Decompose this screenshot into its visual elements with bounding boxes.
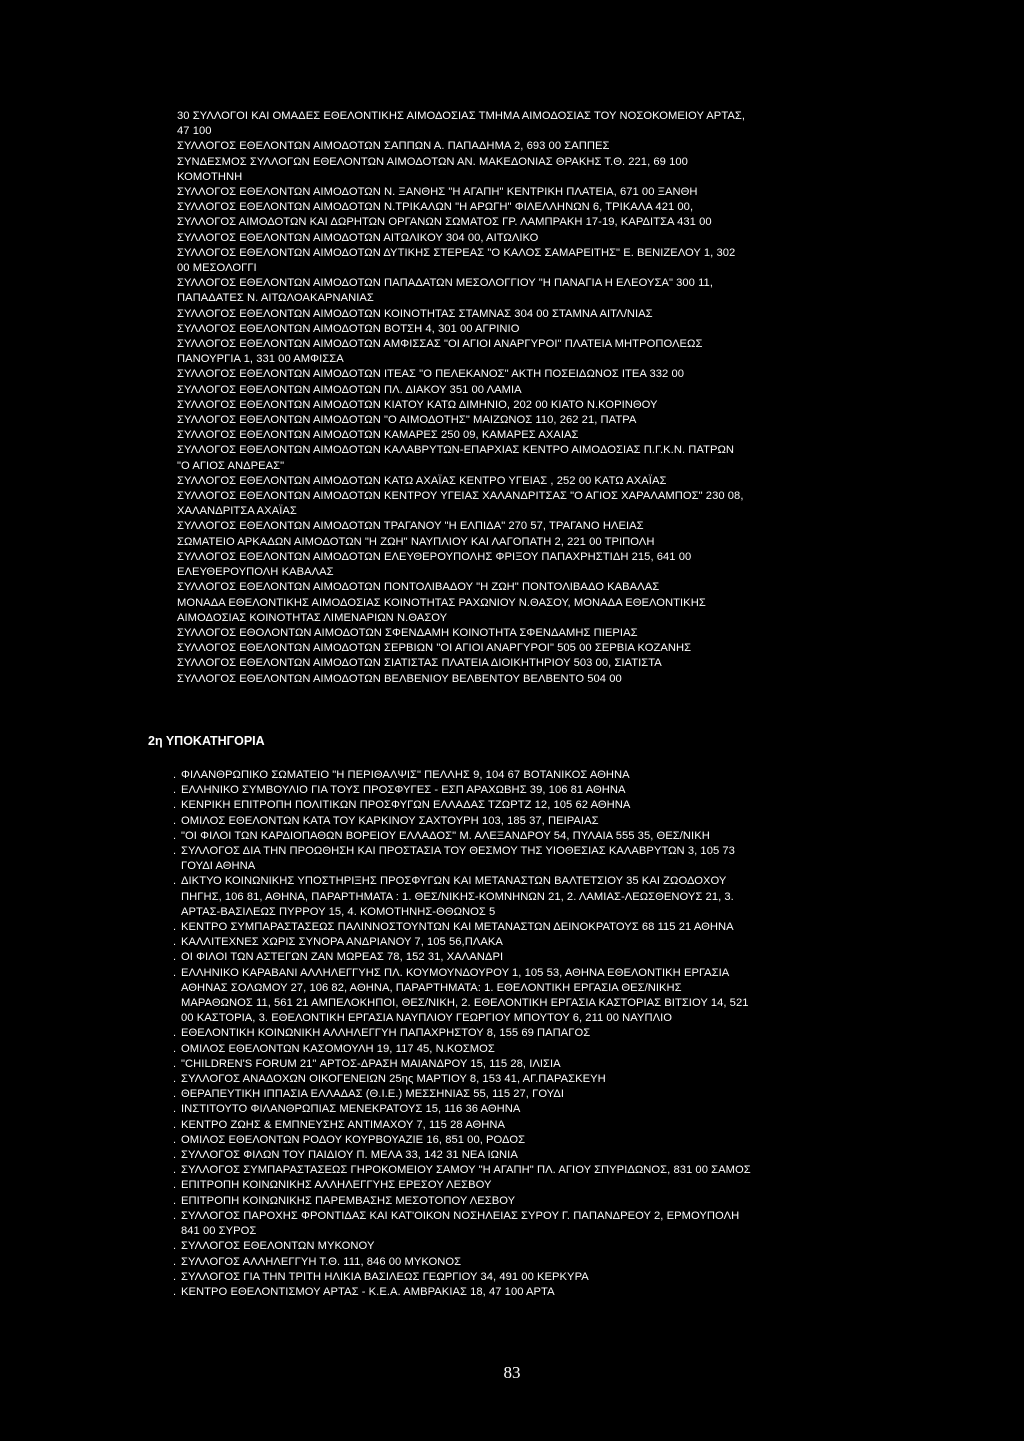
- list-item: [177, 890, 897, 905]
- list-item: [173, 966, 897, 981]
- list-item: [177, 996, 897, 1011]
- list-item: [177, 905, 897, 920]
- organization-list-part-2: [173, 768, 897, 1300]
- list-item: [173, 1148, 897, 1163]
- list-item-text: ΟΙ ΦΙΛΟΙ ΤΩΝ ΑΣΤΕΓΩΝ ΖΑΝ ΜΩΡΕΑΣ 78, 152 31, ΧΑΛΑΝΔΡΙ: [181, 951, 504, 964]
- list-item-text: ΙΝΣΤΙΤΟΥΤΟ ΦΙΛΑΝΘΡΩΠΙΑΣ ΜΕΝΕΚΡΑΤΟΥΣ 15, 116 36 ΑΘΗΝΑ: [181, 1103, 521, 1116]
- list-line: ΜΟΝΑΔΑ ΕΘΕΛΟΝΤΙΚΗΣ ΑΙΜΟΔΟΣΙΑΣ ΚΟΙΝΟΤΗΤΑΣ ΡΑΧΩΝΙΟΥ Ν.ΘΑΣΟΥ, ΜΟΝΑΔΑ ΕΘΕΛΟΝΤΙΚΗΣ: [177, 596, 706, 609]
- list-item-text: ΚΕΝΤΡΟ ΕΘΕΛΟΝΤΙΣΜΟΥ ΑΡΤΑΣ - Κ.Ε.Α. ΑΜΒΡΑΚΙΑΣ 18, 47 100 ΑΡΤΑ: [181, 1285, 555, 1298]
- list-line: ΧΑΛΑΝΔΡΙΤΣΑ ΑΧΑΪΑΣ: [177, 505, 297, 518]
- list-item-text: "CHILDREN'S FORUM 21" ΑΡΤΟΣ-ΔΡΑΣΗ ΜΑΙΑΝΔΡΟΥ 15, 115 28, ΙΛΙΣΙΑ: [181, 1057, 561, 1070]
- list-item: [173, 768, 897, 783]
- bullet-marker: .: [173, 1240, 177, 1253]
- list-line: ΣΥΛΛΟΓΟΣ ΕΘΕΛΟΝΤΩΝ ΑΙΜΟΔΟΤΩΝ ΒΕΛΒΕΝΙΟΥ ΒΕΛΒΕΝΤΟΥ ΒΕΛΒΕΝΤΟ 504 00: [177, 672, 622, 685]
- bullet-marker: .: [173, 1133, 177, 1146]
- bullet-marker: .: [173, 1194, 177, 1207]
- list-item-text: ΣΥΛΛΟΓΟΣ ΣΥΜΠΑΡΑΣΤΑΣΕΩΣ ΓΗΡΟΚΟΜΕΙΟΥ ΣΑΜΟΥ "Η ΑΓΑΠΗ" ΠΛ. ΑΓΙΟΥ ΣΠΥΡΙΔΩΝΟΣ, 831 00 ΣΑΜΟΣ: [181, 1164, 751, 1177]
- list-item: [173, 920, 897, 935]
- list-item: [173, 1026, 897, 1041]
- list-item-text: 00 ΚΑΣΤΟΡΙΑ, 3. ΕΘΕΛΟΝΤΙΚΗ ΕΡΓΑΣΙΑ ΝΑΥΠΛΙΟΥ ΓΕΩΡΓΙΟΥ ΜΠΟΥΤΟΥ 6, 211 00 ΝΑΥΠΛΙΟ: [181, 1012, 673, 1025]
- list-line: ΣΥΛΛΟΓΟΣ ΕΘΕΛΟΝΤΩΝ ΑΙΜΟΔΟΤΩΝ ΙΤΕΑΣ "Ο ΠΕΛΕΚΑΝΟΣ" ΑΚΤΗ ΠΟΣΕΙΔΩΝΟΣ ΙΤΕΑ 332 00: [177, 368, 684, 381]
- list-item-text: ΘΕΡΑΠΕΥΤΙΚΗ ΙΠΠΑΣΙΑ ΕΛΛΑΔΑΣ (Θ.Ι.Ε.) ΜΕΣΣΗΝΙΑΣ 55, 115 27, ΓΟΥΔΙ: [181, 1088, 565, 1101]
- bullet-marker: .: [173, 1149, 177, 1162]
- list-item: [173, 829, 897, 844]
- list-line: ΣΥΛΛΟΓΟΣ ΕΘΕΛΟΝΤΩΝ ΑΙΜΟΔΟΤΩΝ ΚΙΑΤΟΥ ΚΑΤΩ ΔΙΜΗΝΙΟ, 202 00 ΚΙΑΤΟ Ν.ΚΟΡΙΝΘΟΥ: [177, 398, 658, 411]
- list-line: ΣΥΛΛΟΓΟΣ ΕΘΕΛΟΝΤΩΝ ΑΙΜΟΔΟΤΩΝ ΚΑΛΑΒΡΥΤΩΝ-ΕΠΑΡΧΙΑΣ ΚΕΝΤΡΟ ΑΙΜΟΔΟΣΙΑΣ Π.Γ.Κ.Ν. ΠΑΤΡΩΝ: [177, 444, 735, 457]
- list-item-text: ΦΙΛΑΝΘΡΩΠΙΚΟ ΣΩΜΑΤΕΙΟ "Η ΠΕΡΙΘΑΛΨΙΣ" ΠΕΛΛΗΣ 9, 104 67 ΒΟΤΑΝΙΚΟΣ ΑΘΗΝΑ: [181, 769, 630, 781]
- list-item: [173, 1042, 897, 1057]
- list-item-text: ΕΛΛΗΝΙΚΟ ΣΥΜΒΟΥΛΙΟ ΓΙΑ ΤΟΥΣ ΠΡΟΣΦΥΓΕΣ - ΕΣΠ ΑΡΑΧΩΒΗΣ 39, 106 81 ΑΘΗΝΑ: [181, 784, 626, 797]
- bullet-marker: .: [173, 799, 177, 812]
- bullet-marker: .: [173, 1179, 177, 1192]
- list-item-text: ΣΥΛΛΟΓΟΣ ΕΘΕΛΟΝΤΩΝ ΜΥΚΟΝΟΥ: [181, 1240, 375, 1253]
- list-item-text: ΣΥΛΛΟΓΟΣ ΑΝΑΔΟΧΩΝ ΟΙΚΟΓΕΝΕΙΩΝ 25ης ΜΑΡΤΙΟΥ 8, 153 41, ΑΓ.ΠΑΡΑΣΚΕΥΗ: [181, 1073, 606, 1086]
- bullet-marker: .: [173, 936, 177, 949]
- list-item: [173, 1118, 897, 1133]
- list-item-text: ΠΗΓΗΣ, 106 81, ΑΘΗΝΑ, ΠΑΡΑΡΤΗΜΑΤΑ : 1. ΘΕΣ/ΝΙΚΗΣ-ΚΟΜΝΗΝΩΝ 21, 2. ΛΑΜΙΑΣ-ΛΕΩΣΘΕΝΟΥΣ 21, 3.: [181, 890, 734, 903]
- list-item-text: ΣΥΛΛΟΓΟΣ ΓΙΑ ΤΗΝ ΤΡΙΤΗ ΗΛΙΚΙΑ ΒΑΣΙΛΕΩΣ ΓΕΩΡΓΙΟΥ 34, 491 00 ΚΕΡΚΥΡΑ: [181, 1270, 589, 1283]
- list-item: [173, 1178, 897, 1193]
- bullet-marker: .: [173, 845, 177, 858]
- bullet-marker: .: [173, 875, 177, 888]
- list-item: [177, 1011, 897, 1026]
- list-item-text: ΕΠΙΤΡΟΠΗ ΚΟΙΝΩΝΙΚΗΣ ΑΛΛΗΛΕΓΓΥΗΣ ΕΡΕΣΟΥ ΛΕΣΒΟΥ: [181, 1179, 492, 1192]
- list-item-text: ΓΟΥΔΙ ΑΘΗΝΑ: [181, 860, 256, 873]
- list-line: ΣΥΛΛΟΓΟΣ ΕΘΕΛΟΝΤΩΝ ΑΙΜΟΔΟΤΩΝ ΠΑΠΑΔΑΤΩΝ ΜΕΣΟΛΟΓΓΙΟΥ "Η ΠΑΝΑΓΙΑ Η ΕΛΕΟΥΣΑ" 300 11,: [177, 277, 713, 290]
- list-item: [173, 1102, 897, 1117]
- list-line: ΣΥΛΛΟΓΟΣ ΕΘΕΛΟΝΤΩΝ ΑΙΜΟΔΟΤΩΝ "Ο ΑΙΜΟΔΟΤΗΣ" ΜΑΙΖΩΝΟΣ 110, 262 21, ΠΑΤΡΑ: [177, 414, 637, 427]
- list-item-text: ΣΥΛΛΟΓΟΣ ΠΑΡΟΧΗΣ ΦΡΟΝΤΙΔΑΣ ΚΑΙ ΚΑΤ'ΟΙΚΟΝ ΝΟΣΗΛΕΙΑΣ ΣΥΡΟΥ Γ. ΠΑΠΑΝΔΡΕΟΥ 2, ΕΡΜΟΥΠΟΛΗ: [181, 1209, 740, 1222]
- list-item: [173, 844, 897, 859]
- bullet-marker: .: [173, 1285, 177, 1298]
- list-item-text: ΕΛΛΗΝΙΚΟ ΚΑΡΑΒΑΝΙ ΑΛΛΗΛΕΓΓΥΗΣ ΠΛ. ΚΟΥΜΟΥΝΔΟΥΡΟΥ 1, 105 53, ΑΘΗΝΑ ΕΘΕΛΟΝΤΙΚΗ ΕΡΓΑΣΙΑ: [181, 966, 730, 979]
- list-line: ΣΥΛΛΟΓΟΣ ΕΘΕΛΟΝΤΩΝ ΑΙΜΟΔΟΤΩΝ ΒΟΤΣΗ 4, 301 00 ΑΓΡΙΝΙΟ: [177, 322, 520, 335]
- list-item-text: ΕΠΙΤΡΟΠΗ ΚΟΙΝΩΝΙΚΗΣ ΠΑΡΕΜΒΑΣΗΣ ΜΕΣΟΤΟΠΟΥ ΛΕΣΒΟΥ: [181, 1194, 516, 1207]
- list-line: ΣΥΛΛΟΓΟΣ ΕΘΕΛΟΝΤΩΝ ΑΙΜΟΔΟΤΩΝ ΕΛΕΥΘΕΡΟΥΠΟΛΗΣ ΦΡΙΞΟΥ ΠΑΠΑΧΡΗΣΤΙΔΗ 215, 641 00: [177, 550, 692, 563]
- list-item-text: ΟΜΙΛΟΣ ΕΘΕΛΟΝΤΩΝ ΚΑΣΟΜΟΥΛΗ 19, 117 45, Ν.ΚΟΣΜΟΣ: [181, 1042, 495, 1055]
- bullet-marker: .: [173, 814, 177, 827]
- bullet-marker: .: [173, 921, 177, 934]
- list-line: ΣΥΛΛΟΓΟΣ ΕΘΕΛΟΝΤΩΝ ΑΙΜΟΔΟΤΩΝ ΣΙΑΤΙΣΤΑΣ ΠΛΑΤΕΙΑ ΔΙΟΙΚΗΤΗΡΙΟΥ 503 00, ΣΙΑΤΙΣΤΑ: [177, 657, 662, 670]
- bullet-marker: .: [173, 1042, 177, 1055]
- list-line: ΣΩΜΑΤΕΙΟ ΑΡΚΑΔΩΝ ΑΙΜΟΔΟΤΩΝ "Η ΖΩΗ" ΝΑΥΠΛΙΟΥ ΚΑΙ ΛΑΓΟΠΑΤΗ 2, 221 00 ΤΡΙΠΟΛΗ: [177, 535, 655, 548]
- list-item: [173, 814, 897, 829]
- list-line: ΣΥΛΛΟΓΟΣ ΕΘΕΛΟΝΤΩΝ ΑΙΜΟΔΟΤΩΝ ΠΛ. ΔΙΑΚΟΥ 351 00 ΛΑΜΙΑ: [177, 383, 522, 396]
- bullet-marker: .: [173, 1027, 177, 1040]
- list-line: ΣΥΛΛΟΓΟΣ ΕΘΟΛΟΝΤΩΝ ΑΙΜΟΔΟΤΩΝ ΣΦΕΝΔΑΜΗ ΚΟΙΝΟΤΗΤΑ ΣΦΕΝΔΑΜΗΣ ΠΙΕΡΙΑΣ: [177, 626, 638, 639]
- list-item: [177, 859, 897, 874]
- list-line: ΣΥΛΛΟΓΟΣ ΕΘΕΛΟΝΤΩΝ ΑΙΜΟΔΟΤΩΝ ΚΕΝΤΡΟΥ ΥΓΕΙΑΣ ΧΑΛΑΝΔΡΙΤΣΑΣ "Ο ΑΓΙΟΣ ΧΑΡΑΛΑΜΠΟΣ" 230 08,: [177, 490, 744, 503]
- list-line: ΕΛΕΥΘΕΡΟΥΠΟΛΗ ΚΑΒΑΛΑΣ: [177, 566, 334, 579]
- list-item: [173, 1239, 897, 1254]
- list-item-text: ΚΑΛΛΙΤΕΧΝΕΣ ΧΩΡΙΣ ΣΥΝΟΡΑ ΑΝΔΡΙΑΝΟΥ 7, 105 56,ΠΛΑΚΑ: [181, 936, 503, 949]
- list-item: [177, 1224, 897, 1239]
- bullet-marker: .: [173, 1164, 177, 1177]
- list-item: [177, 981, 897, 996]
- list-item-text: ΚΕΝΤΡΟ ΣΥΜΠΑΡΑΣΤΑΣΕΩΣ ΠΑΛΙΝΝΟΣΤΟΥΝΤΩΝ ΚΑΙ ΜΕΤΑΝΑΣΤΩΝ ΔΕΙΝΟΚΡΑΤΟΥΣ 68 115 21 ΑΘΗΝΑ: [181, 921, 734, 934]
- list-item-text: ΚΕΝΡΙΚΗ ΕΠΙΤΡΟΠΗ ΠΟΛΙΤΙΚΩΝ ΠΡΟΣΦΥΓΩΝ ΕΛΛΑΔΑΣ ΤΖΩΡΤΖ 12, 105 62 ΑΘΗΝΑ: [181, 799, 631, 812]
- list-item-text: ΚΕΝΤΡΟ ΖΩΗΣ & ΕΜΠΝΕΥΣΗΣ ΑΝΤΙΜΑΧΟΥ 7, 115 28 ΑΘΗΝΑ: [181, 1118, 505, 1131]
- list-line: ΣΥΛΛΟΓΟΣ ΕΘΕΛΟΝΤΩΝ ΑΙΜΟΔΟΤΩΝ ΔΥΤΙΚΗΣ ΣΤΕΡΕΑΣ "Ο ΚΑΛΟΣ ΣΑΜΑΡΕΙΤΗΣ" Ε. ΒΕΝΙΖΕΛΟΥ 1, 302: [177, 246, 736, 259]
- list-line: ΣΥΛΛΟΓΟΣ ΕΘΕΛΟΝΤΩΝ ΑΙΜΟΔΟΤΩΝ ΣΕΡΒΙΩΝ "ΟΙ ΑΓΙΟΙ ΑΝΑΡΓΥΡΟΙ" 505 00 ΣΕΡΒΙΑ ΚΟΖΑΝΗΣ: [177, 642, 692, 655]
- list-item: [173, 1087, 897, 1102]
- list-item: [173, 1057, 897, 1072]
- bullet-marker: .: [173, 829, 177, 842]
- list-line: ΣΥΛΛΟΓΟΣ ΕΘΕΛΟΝΤΩΝ ΑΙΜΟΔΟΤΩΝ ΚΑΤΩ ΑΧΑΪΑΣ ΚΕΝΤΡΟ ΥΓΕΙΑΣ , 252 00 ΚΑΤΩ ΑΧΑΪΑΣ: [177, 474, 667, 487]
- organization-list-part-1: [177, 109, 867, 687]
- list-line: ΣΥΛΛΟΓΟΣ ΕΘΕΛΟΝΤΩΝ ΑΙΜΟΔΟΤΩΝ ΚΑΜΑΡΕΣ 250 09, ΚΑΜΑΡΕΣ ΑΧΑΙΑΣ: [177, 429, 579, 442]
- bullet-marker: .: [173, 1057, 177, 1070]
- bullet-marker: .: [173, 951, 177, 964]
- bullet-marker: .: [173, 1103, 177, 1116]
- list-line: ΣΥΛΛΟΓΟΣ ΕΘΕΛΟΝΤΩΝ ΑΙΜΟΔΟΤΩΝ ΣΑΠΠΩΝ Α. ΠΑΠΑΔΗΜΑ 2, 693 00 ΣΑΠΠΕΣ: [177, 140, 610, 153]
- list-line: "Ο ΑΓΙΟΣ ΑΝΔΡΕΑΣ": [177, 459, 285, 472]
- bullet-marker: .: [173, 1088, 177, 1101]
- bullet-marker: .: [173, 784, 177, 797]
- list-line: 00 ΜΕΣΟΛΟΓΓΙ: [177, 262, 257, 275]
- bullet-marker: .: [173, 1073, 177, 1086]
- list-item: [173, 950, 897, 965]
- bullet-marker: .: [173, 1270, 177, 1283]
- list-line: ΣΥΛΛΟΓΟΣ ΕΘΕΛΟΝΤΩΝ ΑΙΜΟΔΟΤΩΝ Ν. ΞΑΝΘΗΣ "Η ΑΓΑΠΗ" ΚΕΝΤΡΙΚΗ ΠΛΑΤΕΙΑ, 671 00 ΞΑΝΘΗ: [177, 186, 698, 199]
- list-item: [173, 1133, 897, 1148]
- list-item: [173, 1163, 897, 1178]
- list-item-text: ΣΥΛΛΟΓΟΣ ΔΙΑ ΤΗΝ ΠΡΟΩΘΗΣΗ ΚΑΙ ΠΡΟΣΤΑΣΙΑ ΤΟΥ ΘΕΣΜΟΥ ΤΗΣ ΥΙΟΘΕΣΙΑΣ ΚΑΛΑΒΡΥΤΩΝ 3, 105 73: [181, 845, 735, 858]
- list-item-text: ΟΜΙΛΟΣ ΕΘΕΛΟΝΤΩΝ ΚΑΤΑ ΤΟΥ ΚΑΡΚΙΝΟΥ ΣΑΧΤΟΥΡΗ 103, 185 37, ΠΕΙΡΑΙΑΣ: [181, 814, 599, 827]
- list-item: [173, 1072, 897, 1087]
- list-line: ΚΟΜΟΤΗΝΗ: [177, 170, 243, 183]
- list-item-text: ΜΑΡΑΘΩΝΟΣ 11, 561 21 ΑΜΠΕΛΟΚΗΠΟΙ, ΘΕΣ/ΝΙΚΗ, 2. ΕΘΕΛΟΝΤΙΚΗ ΕΡΓΑΣΙΑ ΚΑΣΤΟΡΙΑΣ ΒΙΤΣΙΟΥ 14, 521: [181, 997, 749, 1010]
- list-line: 30 ΣΥΛΛΟΓΟΙ ΚΑΙ ΟΜΑΔΕΣ ΕΘΕΛΟΝΤΙΚΗΣ ΑΙΜΟΔΟΣΙΑΣ ΤΜΗΜΑ ΑΙΜΟΔΟΣΙΑΣ ΤΟΥ ΝΟΣΟΚΟΜΕΙΟΥ ΑΡΤΑΣ,: [177, 110, 746, 122]
- page-number: 83: [503, 1363, 521, 1382]
- list-item: [173, 874, 897, 889]
- bullet-marker: .: [173, 1118, 177, 1131]
- list-item-text: ΔΙΚΤΥΟ ΚΟΙΝΩΝΙΚΗΣ ΥΠΟΣΤΗΡΙΞΗΣ ΠΡΟΣΦΥΓΩΝ ΚΑΙ ΜΕΤΑΝΑΣΤΩΝ ΒΑΛΤΕΤΣΙΟΥ 35 ΚΑΙ ΖΩΟΔΟΧΟΥ: [181, 875, 727, 888]
- list-item: [173, 935, 897, 950]
- list-item-text: "ΟΙ ΦΙΛΟΙ ΤΩΝ ΚΑΡΔΙΟΠΑΘΩΝ ΒΟΡΕΙΟΥ ΕΛΛΑΔΟΣ" Μ. ΑΛΕΞΑΝΔΡΟΥ 54, ΠΥΛΑΙΑ 555 35, ΘΕΣ/ΝΙΚΗ: [181, 829, 710, 842]
- list-line: ΣΥΛΛΟΓΟΣ ΕΘΕΛΟΝΤΩΝ ΑΙΜΟΔΟΤΩΝ Ν.ΤΡΙΚΑΛΩΝ "Η ΑΡΩΓΗ" ΦΙΛΕΛΛΗΝΩΝ 6, ΤΡΙΚΑΛΑ 421 00,: [177, 201, 694, 214]
- bullet-marker: .: [173, 769, 177, 781]
- bullet-marker: .: [173, 1209, 177, 1222]
- list-line: ΣΥΝΔΕΣΜΟΣ ΣΥΛΛΟΓΩΝ ΕΘΕΛΟΝΤΩΝ ΑΙΜΟΔΟΤΩΝ ΑΝ. ΜΑΚΕΔΟΝΙΑΣ ΘΡΑΚΗΣ Τ.Θ. 221, 69 100: [177, 155, 688, 168]
- subcategory-heading: 2η ΥΠΟΚΑΤΗΓΟΡΙΑ: [148, 734, 265, 748]
- list-line: ΣΥΛΛΟΓΟΣ ΕΘΕΛΟΝΤΩΝ ΑΙΜΟΔΟΤΩΝ ΑΜΦΙΣΣΑΣ "ΟΙ ΑΓΙΟΙ ΑΝΑΡΓΥΡΟΙ" ΠΛΑΤΕΙΑ ΜΗΤΡΟΠΟΛΕΩΣ: [177, 338, 703, 351]
- bullet-marker: .: [173, 966, 177, 979]
- list-item: [173, 1255, 897, 1270]
- list-item: [173, 1209, 897, 1224]
- list-item: [173, 1285, 897, 1300]
- list-item: [173, 1194, 897, 1209]
- list-item-text: ΣΥΛΛΟΓΟΣ ΑΛΛΗΛΕΓΓΥΗ Τ.Θ. 111, 846 00 ΜΥΚΟΝΟΣ: [181, 1255, 462, 1268]
- list-line: ΑΙΜΟΔΟΣΙΑΣ ΚΟΙΝΟΤΗΤΑΣ ΛΙΜΕΝΑΡΙΩΝ Ν.ΘΑΣΟΥ: [177, 611, 448, 624]
- list-line: ΣΥΛΛΟΓΟΣ ΑΙΜΟΔΟΤΩΝ ΚΑΙ ΔΩΡΗΤΩΝ ΟΡΓΑΝΩΝ ΣΩΜΑΤΟΣ ΓΡ. ΛΑΜΠΡΑΚΗ 17-19, ΚΑΡΔΙΤΣΑ 431 00: [177, 216, 712, 229]
- bullet-marker: .: [173, 1255, 177, 1268]
- list-item: [173, 1270, 897, 1285]
- list-line: 47 100: [177, 125, 212, 138]
- list-item-text: ΑΘΗΝΑΣ ΣΟΛΩΜΟΥ 27, 106 82, ΑΘΗΝΑ, ΠΑΡΑΡΤΗΜΑΤΑ: 1. ΕΘΕΛΟΝΤΙΚΗ ΕΡΓΑΣΙΑ ΘΕΣ/ΝΙΚΗΣ: [181, 981, 682, 994]
- list-line: ΣΥΛΛΟΓΟΣ ΕΘΕΛΟΝΤΩΝ ΑΙΜΟΔΟΤΩΝ ΤΡΑΓΑΝΟΥ "Η ΕΛΠΙΔΑ" 270 57, ΤΡΑΓΑΝΟ ΗΛΕΙΑΣ: [177, 520, 644, 533]
- list-line: ΠΑΠΑΔΑΤΕΣ Ν. ΑΙΤΩΛΟΑΚΑΡΝΑΝΙΑΣ: [177, 292, 374, 305]
- list-line: ΣΥΛΛΟΓΟΣ ΕΘΕΛΟΝΤΩΝ ΑΙΜΟΔΟΤΩΝ ΑΙΤΩΛΙΚΟΥ 304 00, ΑΙΤΩΛΙΚΟ: [177, 231, 539, 244]
- list-item: [173, 798, 897, 813]
- list-item-text: ΕΘΕΛΟΝΤΙΚΗ ΚΟΙΝΩΝΙΚΗ ΑΛΛΗΛΕΓΓΥΗ ΠΑΠΑΧΡΗΣΤΟΥ 8, 155 69 ΠΑΠΑΓΟΣ: [181, 1027, 591, 1040]
- list-line: ΣΥΛΛΟΓΟΣ ΕΘΕΛΟΝΤΩΝ ΑΙΜΟΔΟΤΩΝ ΚΟΙΝΟΤΗΤΑΣ ΣΤΑΜΝΑΣ 304 00 ΣΤΑΜΝΑ ΑΙΤΛ/ΝΙΑΣ: [177, 307, 653, 320]
- list-item-text: ΟΜΙΛΟΣ ΕΘΕΛΟΝΤΩΝ ΡΟΔΟΥ ΚΟΥΡΒΟΥΑΖΙΕ 16, 851 00, ΡΟΔΟΣ: [181, 1133, 526, 1146]
- list-item-text: 841 00 ΣΥΡΟΣ: [181, 1225, 257, 1238]
- list-item-text: ΑΡΤΑΣ-ΒΑΣΙΛΕΩΣ ΠΥΡΡΟΥ 15, 4. ΚΟΜΟΤΗΝΗΣ-ΘΘΩΝΟΣ 5: [181, 905, 496, 918]
- list-line: ΠΑΝΟΥΡΓΙΑ 1, 331 00 ΑΜΦΙΣΣΑ: [177, 353, 344, 366]
- list-item-text: ΣΥΛΛΟΓΟΣ ΦΙΛΩΝ ΤΟΥ ΠΑΙΔΙΟΥ Π. ΜΕΛΑ 33, 142 31 ΝΕΑ ΙΩΝΙΑ: [181, 1149, 518, 1162]
- list-item: [173, 783, 897, 798]
- list-line: ΣΥΛΛΟΓΟΣ ΕΘΕΛΟΝΤΩΝ ΑΙΜΟΔΟΤΩΝ ΠΟΝΤΟΛΙΒΑΔΟΥ "Η ΖΩΗ" ΠΟΝΤΟΛΙΒΑΔΟ ΚΑΒΑΛΑΣ: [177, 581, 660, 594]
